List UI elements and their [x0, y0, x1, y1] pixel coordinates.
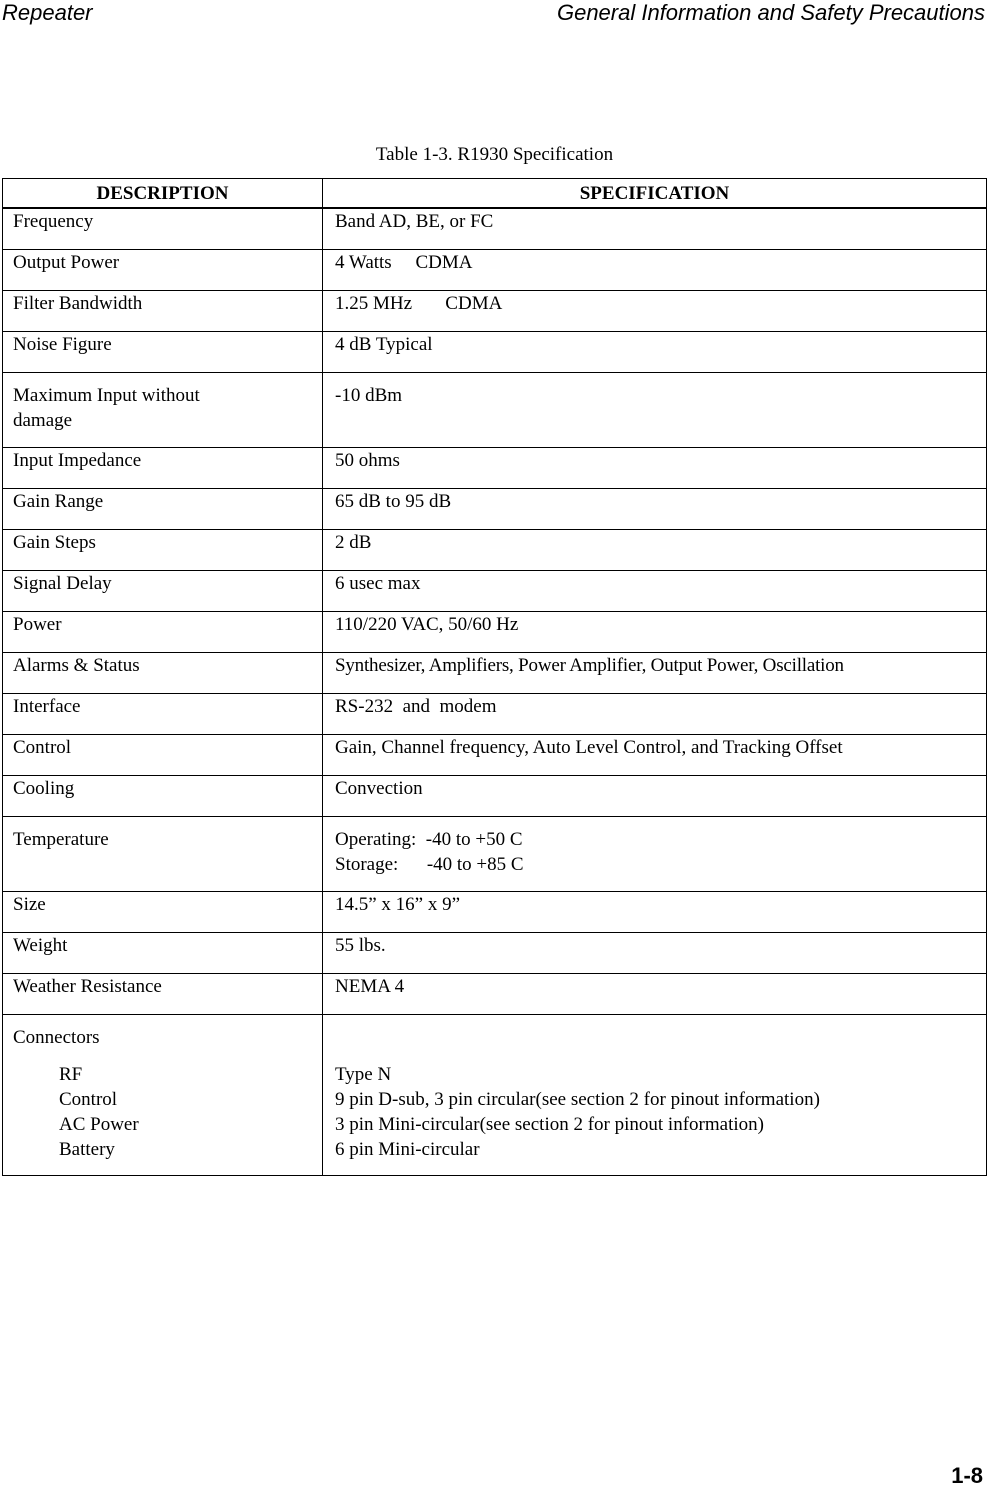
- column-header-specification: SPECIFICATION: [323, 179, 987, 209]
- table-row: [3, 974, 987, 1015]
- row-description: Noise Figure: [3, 332, 323, 373]
- row-specification: 4 dB Typical: [323, 332, 987, 373]
- row-description: Control: [3, 735, 323, 776]
- table-row: [3, 612, 987, 653]
- row-description: Alarms & Status: [3, 653, 323, 694]
- connector-spec-battery: 6 pin Mini-circular: [335, 1139, 480, 1160]
- connector-spec-ac-power: 3 pin Mini-circular(see section 2 for pinout information): [335, 1114, 764, 1135]
- row-specification: 2 dB: [323, 530, 987, 571]
- table-header-row: [3, 179, 987, 209]
- row-specification: 110/220 VAC, 50/60 Hz: [323, 612, 987, 653]
- page-number: 1-8: [951, 1463, 983, 1488]
- table-row: [3, 530, 987, 571]
- connector-spec-control: 9 pin D-sub, 3 pin circular(see section 2 for pinout information): [335, 1089, 820, 1110]
- table-row: [3, 250, 987, 291]
- row-description: Gain Steps: [3, 530, 323, 571]
- specification-table: [2, 178, 987, 1176]
- row-specification: 4 Watts CDMA: [323, 250, 987, 291]
- table-row: [3, 817, 987, 892]
- connector-name-ac-power: AC Power: [59, 1114, 139, 1135]
- row-specification: -10 dBm: [323, 373, 987, 448]
- table-row: [3, 653, 987, 694]
- row-description: Size: [3, 892, 323, 933]
- temperature-operating: Operating: -40 to +50 C: [335, 829, 523, 850]
- row-specification: 1.25 MHz CDMA: [323, 291, 987, 332]
- column-header-description: DESCRIPTION: [3, 179, 323, 209]
- row-specification: Convection: [323, 776, 987, 817]
- connectors-label: Connectors: [13, 1027, 100, 1048]
- row-description: Interface: [3, 694, 323, 735]
- temperature-storage: Storage: -40 to +85 C: [335, 854, 524, 875]
- row-specification: 6 usec max: [323, 571, 987, 612]
- table-row: [3, 892, 987, 933]
- row-specification: NEMA 4: [323, 974, 987, 1015]
- row-description: Frequency: [3, 208, 323, 250]
- table-row: [3, 571, 987, 612]
- row-specification-multiline: [323, 817, 987, 892]
- connectors-specification-cell: [323, 1015, 987, 1176]
- row-description: Power: [3, 612, 323, 653]
- header-left-title: Repeater: [2, 0, 93, 25]
- table-row-connectors: [3, 1015, 987, 1176]
- row-description: Cooling: [3, 776, 323, 817]
- table-row: [3, 776, 987, 817]
- row-specification: Synthesizer, Amplifiers, Power Amplifier, Output Power, Oscillation: [323, 653, 987, 694]
- header-right-title: General Information and Safety Precautions: [556, 0, 985, 25]
- row-description: Weight: [3, 933, 323, 974]
- row-specification: 50 ohms: [323, 448, 987, 489]
- table-row: [3, 373, 987, 448]
- row-description: Gain Range: [3, 489, 323, 530]
- row-specification: RS-232 and modem: [323, 694, 987, 735]
- row-description: Signal Delay: [3, 571, 323, 612]
- table-row: [3, 332, 987, 373]
- table-row: [3, 694, 987, 735]
- connector-spec-rf: Type N: [335, 1064, 392, 1085]
- row-specification: 65 dB to 95 dB: [323, 489, 987, 530]
- connector-name-control: Control: [59, 1089, 118, 1110]
- row-description: Filter Bandwidth: [3, 291, 323, 332]
- row-description: Temperature: [3, 817, 323, 892]
- connectors-description-cell: [3, 1015, 323, 1176]
- row-specification: 55 lbs.: [323, 933, 987, 974]
- table-row: [3, 489, 987, 530]
- table-row: [3, 208, 987, 250]
- row-specification: Band AD, BE, or FC: [323, 208, 987, 250]
- table-row: [3, 735, 987, 776]
- table-row: [3, 291, 987, 332]
- row-description: Weather Resistance: [3, 974, 323, 1015]
- row-description: Maximum Input without damage: [3, 373, 323, 448]
- row-specification: Gain, Channel frequency, Auto Level Control, and Tracking Offset: [323, 735, 987, 776]
- connector-name-rf: RF: [59, 1064, 83, 1085]
- table-row: [3, 933, 987, 974]
- table-caption: Table 1-3. R1930 Specification: [375, 144, 614, 165]
- connector-name-battery: Battery: [59, 1139, 115, 1160]
- row-description: Input Impedance: [3, 448, 323, 489]
- row-specification: 14.5” x 16” x 9”: [323, 892, 987, 933]
- table-row: [3, 448, 987, 489]
- row-description: Output Power: [3, 250, 323, 291]
